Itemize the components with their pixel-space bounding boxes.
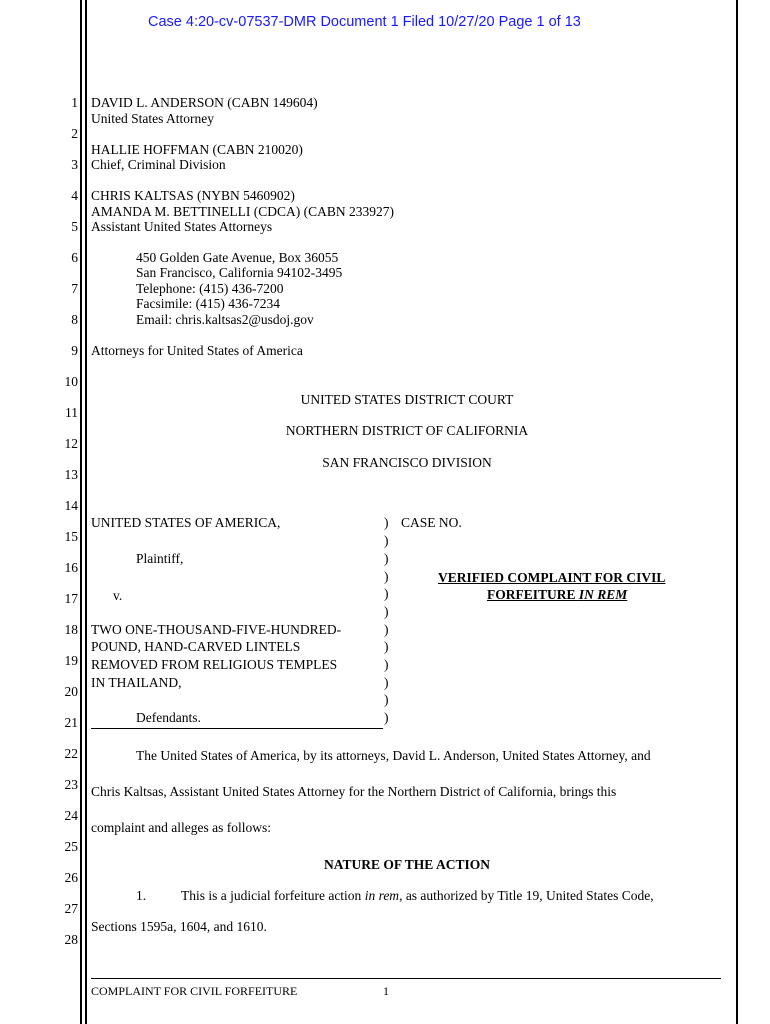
right-margin-rule [736, 0, 738, 1024]
paren: ) [384, 657, 389, 672]
line-number: 20 [64, 684, 78, 699]
caption-underline [91, 728, 383, 729]
line-number: 16 [64, 560, 78, 575]
address-city: San Francisco, California 94102-3495 [136, 265, 343, 280]
paren: ) [384, 639, 389, 654]
line-number: 17 [64, 591, 78, 606]
line-number: 14 [64, 498, 78, 513]
paren: ) [384, 692, 389, 707]
address-street: 450 Golden Gate Avenue, Box 36055 [136, 250, 339, 265]
intro-paragraph-line: The United States of America, by its attorneys, David L. Anderson, United States Attorney, and [136, 748, 651, 763]
line-number: 25 [64, 839, 78, 854]
paren: ) [384, 710, 389, 725]
line-number: 5 [71, 219, 78, 234]
line-number: 27 [64, 901, 78, 916]
paragraph-text: Sections 1595a, 1604, and 1610. [91, 919, 267, 934]
line-number: 19 [64, 653, 78, 668]
plaintiff-role: Plaintiff, [136, 551, 184, 566]
address-email: Email: chris.kaltsas2@usdoj.gov [136, 312, 314, 327]
court-district: NORTHERN DISTRICT OF CALIFORNIA [285, 423, 529, 438]
line-number: 28 [64, 932, 78, 947]
versus: v. [113, 588, 123, 603]
attorney-name: AMANDA M. BETTINELLI (CDCA) (CABN 233927) [91, 204, 394, 219]
left-margin-rule-2 [85, 0, 87, 1024]
intro-paragraph-line: Chris Kaltsas, Assistant United States Attorney for the Northern District of California, brings this [91, 784, 617, 799]
case-number-label: CASE NO. [401, 515, 462, 530]
court-division: SAN FRANCISCO DIVISION [322, 455, 492, 470]
footer-label: COMPLAINT FOR CIVIL FORFEITURE [91, 984, 298, 998]
line-number: 21 [64, 715, 78, 730]
section-heading: NATURE OF THE ACTION [324, 857, 490, 872]
defendant-role: Defendants. [136, 710, 201, 725]
defendant-line: IN THAILAND, [91, 675, 182, 690]
attorney-name: HALLIE HOFFMAN (CABN 210020) [91, 142, 303, 157]
paren: ) [384, 533, 389, 548]
line-number: 9 [71, 343, 78, 358]
line-number: 6 [71, 250, 78, 265]
address-fax: Facsimile: (415) 436-7234 [136, 296, 280, 311]
complaint-title-line1: VERIFIED COMPLAINT FOR CIVIL [438, 570, 666, 585]
line-number: 1 [71, 95, 78, 110]
defendant-line: TWO ONE-THOUSAND-FIVE-HUNDRED- [91, 622, 342, 637]
line-number: 13 [64, 467, 78, 482]
line-number: 8 [71, 312, 78, 327]
page-number: 1 [383, 984, 389, 998]
address-phone: Telephone: (415) 436-7200 [136, 281, 284, 296]
complaint-title-line2: FORFEITURE IN REM [487, 587, 628, 602]
line-number: 24 [64, 808, 78, 823]
attorney-title: Assistant United States Attorneys [91, 219, 273, 234]
attorney-name: DAVID L. ANDERSON (CABN 149604) [91, 95, 318, 110]
defendant-line: POUND, HAND-CARVED LINTELS [91, 639, 301, 654]
line-number: 11 [65, 405, 78, 420]
line-number: 26 [64, 870, 78, 885]
line-number: 10 [64, 374, 78, 389]
paren: ) [384, 569, 389, 584]
paragraph-text: This is a judicial forfeiture action in rem, as authorized by Title 19, United States Code, [181, 888, 654, 903]
line-number: 23 [64, 777, 78, 792]
intro-paragraph-line: complaint and alleges as follows: [91, 820, 271, 835]
case-header: Case 4:20-cv-07537-DMR Document 1 Filed 10/27/20 Page 1 of 13 [148, 14, 581, 30]
attorney-name: CHRIS KALTSAS (NYBN 5460902) [91, 188, 295, 203]
line-number: 7 [71, 281, 78, 296]
paren: ) [384, 551, 389, 566]
attorney-title: Chief, Criminal Division [91, 157, 226, 172]
plaintiff-name: UNITED STATES OF AMERICA, [91, 515, 281, 530]
paren: ) [384, 622, 389, 637]
line-number: 12 [64, 436, 78, 451]
paren: ) [384, 586, 389, 601]
court-name: UNITED STATES DISTRICT COURT [300, 392, 514, 407]
line-number: 15 [64, 529, 78, 544]
paren: ) [384, 604, 389, 619]
attorney-title: United States Attorney [91, 111, 214, 126]
attorneys-for: Attorneys for United States of America [91, 343, 303, 358]
footer-rule [91, 978, 721, 979]
defendant-line: REMOVED FROM RELIGIOUS TEMPLES [91, 657, 338, 672]
line-number: 22 [64, 746, 78, 761]
paragraph-number: 1. [136, 888, 147, 903]
paren: ) [384, 675, 389, 690]
line-number: 3 [71, 157, 78, 172]
line-number: 4 [71, 188, 78, 203]
left-margin-rule-1 [80, 0, 82, 1024]
line-number: 18 [64, 622, 78, 637]
paren: ) [384, 515, 389, 530]
line-number: 2 [71, 126, 78, 141]
